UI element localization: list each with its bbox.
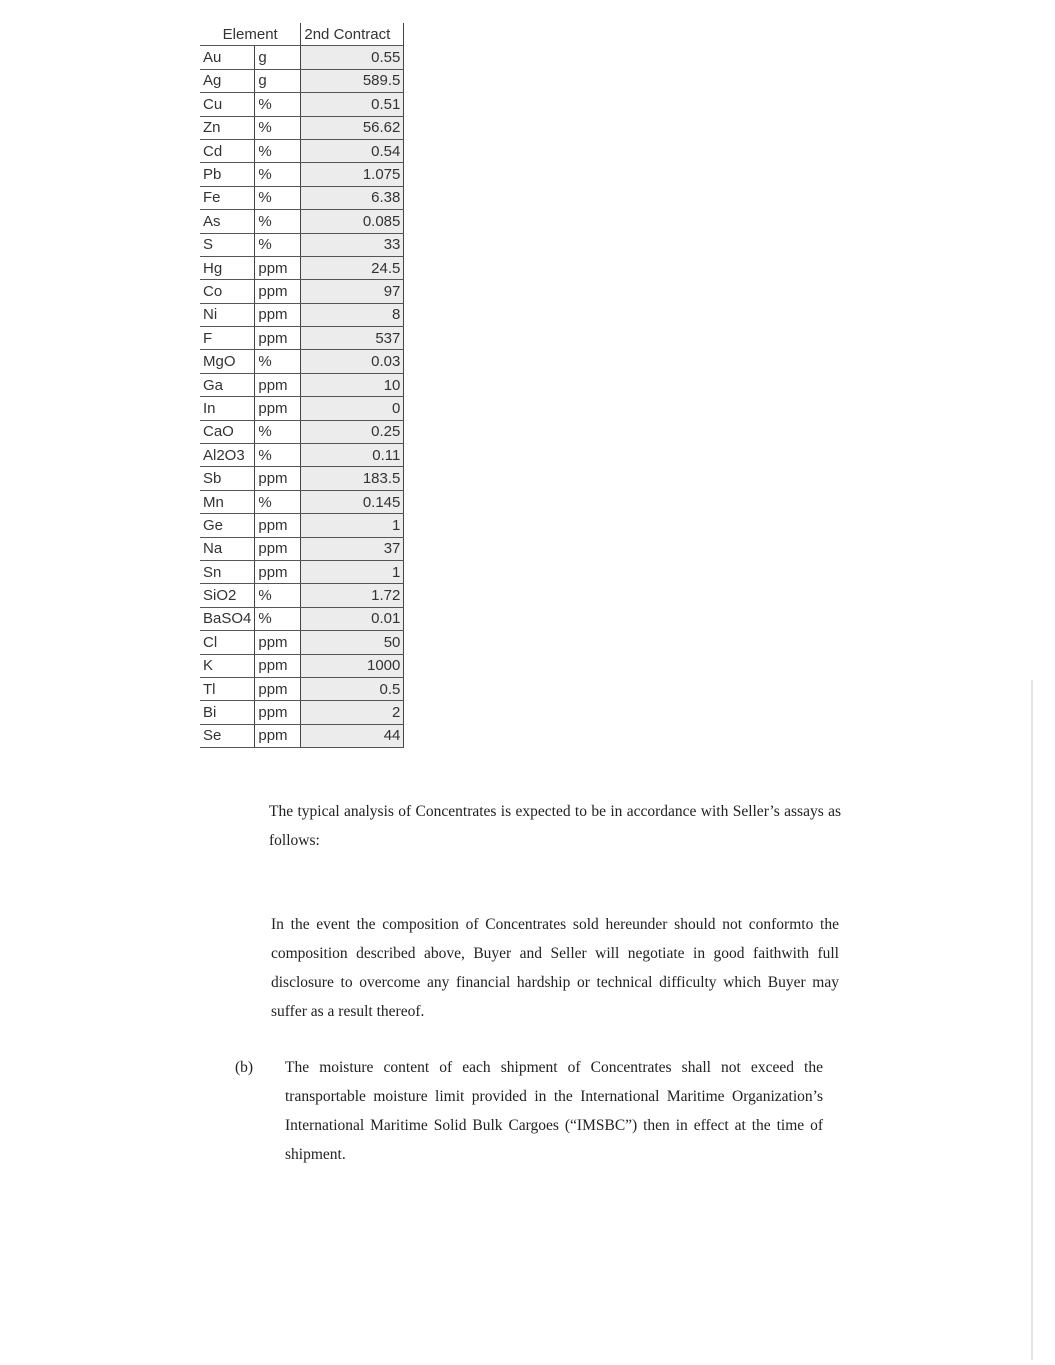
- table-row: [200, 256, 404, 279]
- value-cell: 1.72: [301, 584, 404, 607]
- table-row: [200, 514, 404, 537]
- element-cell: K: [200, 654, 255, 677]
- table-row: [200, 373, 404, 396]
- paragraph-typical-analysis: The typical analysis of Concentrates is expected to be in accordance with Seller’s assays as follows:: [269, 803, 841, 849]
- element-cell: Ag: [200, 69, 255, 92]
- assay-table: [200, 23, 404, 748]
- unit-cell: %: [255, 116, 301, 139]
- unit-cell: %: [255, 139, 301, 162]
- value-cell: 37: [301, 537, 404, 560]
- unit-cell: %: [255, 350, 301, 373]
- value-cell: 1: [301, 514, 404, 537]
- value-cell: 97: [301, 280, 404, 303]
- table-row: [200, 537, 404, 560]
- clause-label-b: (b): [235, 1059, 254, 1076]
- unit-cell: %: [255, 420, 301, 443]
- element-cell: Sn: [200, 560, 255, 583]
- value-cell: 6.38: [301, 186, 404, 209]
- value-cell: 537: [301, 327, 404, 350]
- table-row: [200, 631, 404, 654]
- element-cell: Bi: [200, 701, 255, 724]
- table-row: [200, 93, 404, 116]
- element-cell: BaSO4: [200, 607, 255, 630]
- unit-cell: ppm: [255, 701, 301, 724]
- unit-cell: %: [255, 186, 301, 209]
- element-cell: Al2O3: [200, 444, 255, 467]
- unit-cell: ppm: [255, 631, 301, 654]
- scan-edge: [1031, 680, 1033, 1360]
- element-cell: Ni: [200, 303, 255, 326]
- table-row: [200, 420, 404, 443]
- unit-cell: ppm: [255, 467, 301, 490]
- element-cell: Pb: [200, 163, 255, 186]
- value-cell: 589.5: [301, 69, 404, 92]
- element-cell: Au: [200, 46, 255, 69]
- paragraph-moisture: The moisture content of each shipment of Concentrates shall not exceed the transportable moisture limit provided in the International Maritime Organization’s International Maritime Solid Bulk Cargoes (“IMSBC”) then in effect at the time of shipment.: [285, 1059, 823, 1163]
- value-cell: 183.5: [301, 467, 404, 490]
- table-row: [200, 350, 404, 373]
- element-cell: Cu: [200, 93, 255, 116]
- unit-cell: g: [255, 46, 301, 69]
- value-cell: 0.085: [301, 210, 404, 233]
- value-cell: 0.5: [301, 677, 404, 700]
- table-row: [200, 327, 404, 350]
- unit-cell: ppm: [255, 280, 301, 303]
- unit-cell: ppm: [255, 677, 301, 700]
- unit-cell: ppm: [255, 537, 301, 560]
- header-contract: 2nd Contract: [301, 23, 404, 46]
- table-row: [200, 467, 404, 490]
- element-cell: Cl: [200, 631, 255, 654]
- element-cell: Cd: [200, 139, 255, 162]
- table-header: [200, 23, 404, 46]
- table-row: [200, 677, 404, 700]
- header-element: Element: [200, 23, 301, 46]
- unit-cell: ppm: [255, 327, 301, 350]
- element-cell: Fe: [200, 186, 255, 209]
- element-cell: CaO: [200, 420, 255, 443]
- unit-cell: g: [255, 69, 301, 92]
- unit-cell: %: [255, 444, 301, 467]
- unit-cell: %: [255, 210, 301, 233]
- value-cell: 1.075: [301, 163, 404, 186]
- unit-cell: ppm: [255, 514, 301, 537]
- element-cell: Ga: [200, 373, 255, 396]
- table-row: [200, 186, 404, 209]
- unit-cell: ppm: [255, 724, 301, 747]
- element-cell: Zn: [200, 116, 255, 139]
- value-cell: 0.11: [301, 444, 404, 467]
- value-cell: 0.54: [301, 139, 404, 162]
- table-row: [200, 701, 404, 724]
- unit-cell: %: [255, 584, 301, 607]
- unit-cell: ppm: [255, 654, 301, 677]
- value-cell: 8: [301, 303, 404, 326]
- element-cell: As: [200, 210, 255, 233]
- table-row: [200, 607, 404, 630]
- value-cell: 1: [301, 560, 404, 583]
- value-cell: 50: [301, 631, 404, 654]
- table-row: [200, 233, 404, 256]
- element-cell: Ge: [200, 514, 255, 537]
- element-cell: S: [200, 233, 255, 256]
- element-cell: Tl: [200, 677, 255, 700]
- table-row: [200, 116, 404, 139]
- table-row: [200, 444, 404, 467]
- table-row: [200, 210, 404, 233]
- table-row: [200, 280, 404, 303]
- unit-cell: %: [255, 490, 301, 513]
- value-cell: 1000: [301, 654, 404, 677]
- element-cell: Na: [200, 537, 255, 560]
- value-cell: 2: [301, 701, 404, 724]
- unit-cell: ppm: [255, 397, 301, 420]
- unit-cell: ppm: [255, 303, 301, 326]
- value-cell: 33: [301, 233, 404, 256]
- value-cell: 0.55: [301, 46, 404, 69]
- paragraph-composition: In the event the composition of Concentrates sold hereunder should not conformto the composition described above, Buyer and Seller will negotiate in good faithwith full disclosure to overcome any financial hardship or technical difficulty which Buyer may suffer as a result thereof.: [271, 916, 839, 1020]
- value-cell: 10: [301, 373, 404, 396]
- value-cell: 0.01: [301, 607, 404, 630]
- table-row: [200, 560, 404, 583]
- value-cell: 56.62: [301, 116, 404, 139]
- unit-cell: %: [255, 93, 301, 116]
- table-row: [200, 69, 404, 92]
- element-cell: SiO2: [200, 584, 255, 607]
- table-row: [200, 584, 404, 607]
- element-cell: Sb: [200, 467, 255, 490]
- table-row: [200, 303, 404, 326]
- table-row: [200, 490, 404, 513]
- table-row: [200, 163, 404, 186]
- table-row: [200, 139, 404, 162]
- unit-cell: %: [255, 163, 301, 186]
- table-row: [200, 654, 404, 677]
- value-cell: 0.51: [301, 93, 404, 116]
- element-cell: Co: [200, 280, 255, 303]
- unit-cell: ppm: [255, 560, 301, 583]
- element-cell: F: [200, 327, 255, 350]
- value-cell: 0.25: [301, 420, 404, 443]
- table-row: [200, 397, 404, 420]
- value-cell: 24.5: [301, 256, 404, 279]
- element-cell: Mn: [200, 490, 255, 513]
- element-cell: Hg: [200, 256, 255, 279]
- element-cell: Se: [200, 724, 255, 747]
- value-cell: 0.145: [301, 490, 404, 513]
- value-cell: 0: [301, 397, 404, 420]
- unit-cell: %: [255, 607, 301, 630]
- value-cell: 44: [301, 724, 404, 747]
- element-cell: In: [200, 397, 255, 420]
- element-cell: MgO: [200, 350, 255, 373]
- table-row: [200, 724, 404, 747]
- unit-cell: ppm: [255, 256, 301, 279]
- table-row: [200, 46, 404, 69]
- value-cell: 0.03: [301, 350, 404, 373]
- unit-cell: %: [255, 233, 301, 256]
- unit-cell: ppm: [255, 373, 301, 396]
